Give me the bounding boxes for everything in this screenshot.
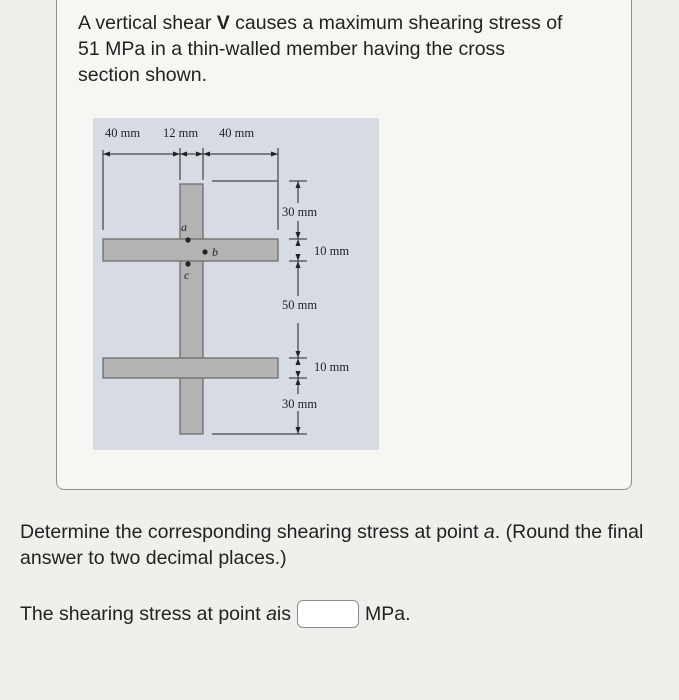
question-after: . (Round the final answer to two decimal places.) bbox=[20, 521, 644, 569]
answer-unit: MPa. bbox=[365, 602, 411, 625]
dim-40mm-left: 40 mm bbox=[105, 126, 141, 140]
top-dimension-line bbox=[103, 152, 278, 157]
dim-10mm-lower: 10 mm bbox=[314, 360, 350, 374]
dim-30mm-top: 30 mm bbox=[282, 205, 318, 219]
dim-30mm-bottom: 30 mm bbox=[282, 397, 318, 411]
point-c-dot bbox=[185, 261, 190, 266]
answer-label: The shearing stress at point bbox=[20, 602, 261, 625]
cross-section-figure bbox=[93, 118, 379, 450]
point-c-label: c bbox=[184, 268, 190, 282]
upper-flange bbox=[103, 239, 278, 261]
dim-10mm-upper: 10 mm bbox=[314, 244, 350, 258]
dim-50mm: 50 mm bbox=[282, 298, 318, 312]
dim-40mm-right: 40 mm bbox=[219, 126, 255, 140]
lower-flange bbox=[103, 358, 278, 378]
point-a-label: a bbox=[181, 220, 187, 234]
problem-suffix: causes a maximum shearing stress of 51 MPa in a thin-walled member having the cross section shown. bbox=[78, 12, 563, 86]
question-point: a bbox=[483, 521, 495, 543]
shearing-stress-input[interactable] bbox=[297, 600, 359, 628]
answer-row bbox=[20, 598, 411, 630]
point-b-label: b bbox=[212, 245, 218, 259]
cross-section-diagram bbox=[93, 118, 379, 450]
problem-statement bbox=[78, 10, 568, 88]
answer-point: a bbox=[266, 602, 277, 625]
question-text bbox=[20, 519, 650, 571]
cross-section-shape bbox=[103, 184, 278, 434]
problem-prefix: A vertical shear bbox=[78, 12, 217, 34]
dim-12mm: 12 mm bbox=[163, 126, 199, 140]
point-b-dot bbox=[202, 249, 207, 254]
answer-label-after: is bbox=[276, 602, 292, 625]
shear-symbol: V bbox=[216, 12, 230, 34]
question-before: Determine the corresponding shearing stress at point bbox=[20, 521, 484, 543]
point-a-dot bbox=[185, 237, 190, 242]
